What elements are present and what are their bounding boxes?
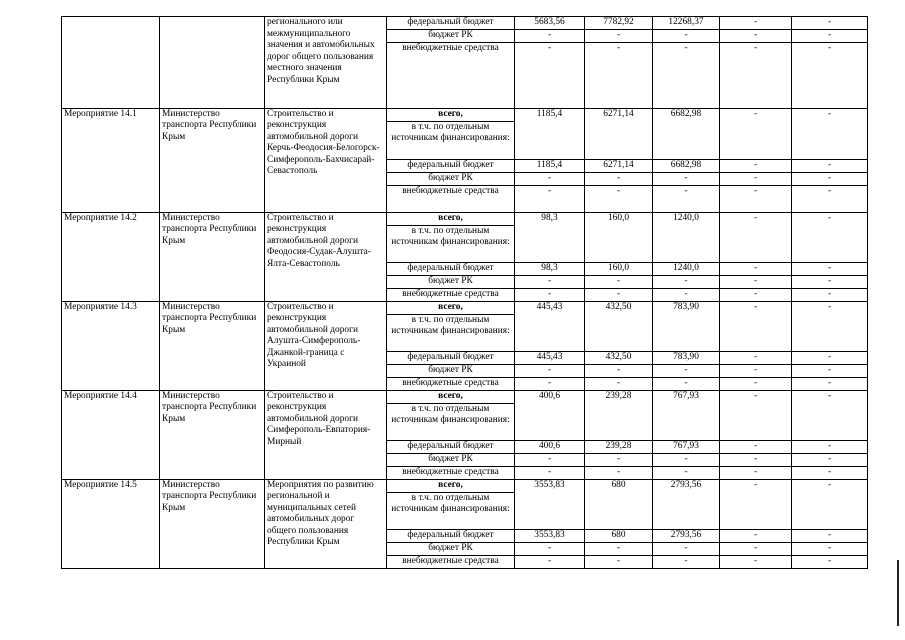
value-cell: 783,90 (653, 301, 720, 351)
measure-executor: Министерство транспорта Республики Крым (160, 108, 265, 212)
value-cell: - (792, 262, 868, 275)
measure-name-cell (62, 17, 160, 109)
measure-executor: Министерство транспорта Республики Крым (160, 479, 265, 568)
value-cell: 160,0 (585, 212, 653, 262)
value-cell: 6682,98 (653, 108, 720, 159)
measure-name: Мероприятие 14.5 (62, 479, 160, 568)
value-cell: - (792, 17, 868, 30)
value-cell: - (720, 364, 792, 377)
value-cell: - (585, 275, 653, 288)
value-cell: - (653, 453, 720, 466)
value-cell: - (792, 172, 868, 185)
value-cell: - (653, 364, 720, 377)
measure-description: Строительство и реконструкция автомобильной дороги Алушта-Симферополь-Джанкой-граница с Украиной (265, 301, 387, 390)
measure-executor: Министерство транспорта Республики Крым (160, 212, 265, 301)
value-cell: - (515, 275, 585, 288)
measure-description: Строительство и реконструкция автомобильной дороги Феодосия-Судак-Алушта-Ялта-Севастополь (265, 212, 387, 301)
value-cell: - (585, 555, 653, 568)
value-cell: - (720, 351, 792, 364)
value-cell: - (792, 440, 868, 453)
value-cell: 680 (585, 479, 653, 529)
measure-description: Мероприятия по развитию региональной и муниципальных сетей автомобильных дорог общего пользования Республики Крым (265, 479, 387, 568)
value-cell: - (720, 377, 792, 390)
value-cell: - (792, 108, 868, 159)
source-offbudget: внебюджетные средства (387, 42, 515, 108)
source-breakdown: в т.ч. по отдельным источникам финансирования: (387, 314, 515, 351)
source-offbudget: внебюджетные средства (387, 466, 515, 479)
value-cell: 1240,0 (653, 212, 720, 262)
value-cell: - (792, 301, 868, 351)
value-cell: 400,6 (515, 440, 585, 453)
value-cell: - (720, 390, 792, 440)
measure-description: Строительство и реконструкция автомобильной дороги Керчь-Феодосия-Белогорск-Симферополь-Бахчисарай-Севастополь (265, 108, 387, 212)
value-cell: - (720, 529, 792, 542)
value-cell: - (792, 377, 868, 390)
source-rk: бюджет РК (387, 542, 515, 555)
value-cell: 98,3 (515, 262, 585, 275)
value-cell: - (585, 542, 653, 555)
value-cell: 6682,98 (653, 159, 720, 172)
value-cell: - (792, 30, 868, 43)
value-cell: 2793,56 (653, 479, 720, 529)
source-total: всего, (387, 479, 515, 492)
table-row (62, 390, 868, 403)
value-cell: 767,93 (653, 390, 720, 440)
source-offbudget: внебюджетные средства (387, 185, 515, 212)
value-cell: - (515, 555, 585, 568)
value-cell: 400,6 (515, 390, 585, 440)
value-cell: - (720, 30, 792, 43)
measure-name: Мероприятие 14.2 (62, 212, 160, 301)
value-cell: 3553,83 (515, 529, 585, 542)
source-breakdown: в т.ч. по отдельным источникам финансирования: (387, 225, 515, 262)
measure-executor: Министерство транспорта Республики Крым (160, 390, 265, 479)
source-federal: федеральный бюджет (387, 262, 515, 275)
value-cell: - (653, 30, 720, 43)
value-cell: - (585, 364, 653, 377)
value-cell: 767,93 (653, 440, 720, 453)
value-cell: - (653, 172, 720, 185)
value-cell: - (792, 275, 868, 288)
value-cell: - (792, 466, 868, 479)
table-row (62, 301, 868, 314)
executor-cell (160, 17, 265, 109)
value-cell: - (515, 453, 585, 466)
value-cell: - (720, 275, 792, 288)
value-cell: - (720, 453, 792, 466)
source-offbudget: внебюджетные средства (387, 555, 515, 568)
value-cell: - (720, 479, 792, 529)
measure-name: Мероприятие 14.1 (62, 108, 160, 212)
value-cell: - (653, 288, 720, 301)
value-cell: - (515, 466, 585, 479)
source-federal: федеральный бюджет (387, 529, 515, 542)
value-cell: - (515, 542, 585, 555)
funding-table (61, 16, 868, 569)
table-row (62, 108, 868, 121)
value-cell: - (720, 440, 792, 453)
value-cell: - (515, 185, 585, 212)
value-cell: - (515, 288, 585, 301)
value-cell: - (585, 30, 653, 43)
value-cell: 160,0 (585, 262, 653, 275)
value-cell: - (792, 479, 868, 529)
value-cell: 783,90 (653, 351, 720, 364)
value-cell: - (792, 555, 868, 568)
value-cell: 6271,14 (585, 159, 653, 172)
value-cell: - (720, 542, 792, 555)
value-cell: 98,3 (515, 212, 585, 262)
value-cell: - (585, 172, 653, 185)
source-total: всего, (387, 108, 515, 121)
value-cell: - (720, 555, 792, 568)
value-cell: - (720, 185, 792, 212)
measure-executor: Министерство транспорта Республики Крым (160, 301, 265, 390)
value-cell: - (720, 42, 792, 108)
value-cell: - (585, 42, 653, 108)
value-cell: 680 (585, 529, 653, 542)
source-rk: бюджет РК (387, 30, 515, 43)
value-cell: - (515, 30, 585, 43)
source-rk: бюджет РК (387, 453, 515, 466)
source-federal: федеральный бюджет (387, 17, 515, 30)
table-row (62, 479, 868, 492)
value-cell: - (653, 555, 720, 568)
source-total: всего, (387, 390, 515, 403)
source-breakdown: в т.ч. по отдельным источникам финансирования: (387, 492, 515, 529)
value-cell: - (792, 364, 868, 377)
source-rk: бюджет РК (387, 364, 515, 377)
value-cell: - (653, 542, 720, 555)
value-cell: - (653, 42, 720, 108)
measure-description: регионального или межмуниципального значения и автомобильных дорог общего пользования местного значения Республики Крым (265, 17, 387, 109)
value-cell: - (720, 159, 792, 172)
value-cell: - (792, 159, 868, 172)
value-cell: - (792, 185, 868, 212)
value-cell: - (792, 42, 868, 108)
value-cell: 432,50 (585, 351, 653, 364)
value-cell: 2793,56 (653, 529, 720, 542)
value-cell: 1240,0 (653, 262, 720, 275)
measure-name: Мероприятие 14.4 (62, 390, 160, 479)
value-cell: - (720, 288, 792, 301)
source-federal: федеральный бюджет (387, 440, 515, 453)
value-cell: - (792, 351, 868, 364)
scan-edge-line (897, 560, 899, 626)
value-cell: - (515, 42, 585, 108)
value-cell: - (792, 288, 868, 301)
source-federal: федеральный бюджет (387, 351, 515, 364)
source-total: всего, (387, 301, 515, 314)
value-cell: - (792, 529, 868, 542)
value-cell: 239,28 (585, 440, 653, 453)
value-cell: - (720, 17, 792, 30)
value-cell: - (585, 185, 653, 212)
value-cell: 6271,14 (585, 108, 653, 159)
value-cell: - (515, 364, 585, 377)
measure-description: Строительство и реконструкция автомобильной дороги Симферополь-Евпатория-Мирный (265, 390, 387, 479)
value-cell: - (792, 453, 868, 466)
value-cell: 7782,92 (585, 17, 653, 30)
value-cell: - (653, 377, 720, 390)
value-cell: 1185,4 (515, 159, 585, 172)
value-cell: - (653, 275, 720, 288)
source-federal: федеральный бюджет (387, 159, 515, 172)
value-cell: - (720, 172, 792, 185)
value-cell: - (585, 377, 653, 390)
source-offbudget: внебюджетные средства (387, 377, 515, 390)
value-cell: - (515, 172, 585, 185)
value-cell: - (720, 466, 792, 479)
value-cell: - (653, 466, 720, 479)
source-rk: бюджет РК (387, 172, 515, 185)
value-cell: 5683,56 (515, 17, 585, 30)
value-cell: - (720, 262, 792, 275)
value-cell: - (720, 301, 792, 351)
value-cell: - (792, 390, 868, 440)
measure-name: Мероприятие 14.3 (62, 301, 160, 390)
source-breakdown: в т.ч. по отдельным источникам финансирования: (387, 121, 515, 159)
source-rk: бюджет РК (387, 275, 515, 288)
value-cell: 239,28 (585, 390, 653, 440)
value-cell: 1185,4 (515, 108, 585, 159)
source-total: всего, (387, 212, 515, 225)
source-offbudget: внебюджетные средства (387, 288, 515, 301)
value-cell: - (585, 288, 653, 301)
value-cell: - (653, 185, 720, 212)
table-row (62, 17, 868, 30)
value-cell: 3553,83 (515, 479, 585, 529)
value-cell: - (792, 212, 868, 262)
value-cell: - (792, 542, 868, 555)
value-cell: - (585, 466, 653, 479)
value-cell: - (720, 108, 792, 159)
value-cell: - (720, 212, 792, 262)
value-cell: 445,43 (515, 351, 585, 364)
value-cell: 445,43 (515, 301, 585, 351)
value-cell: - (585, 453, 653, 466)
value-cell: - (515, 377, 585, 390)
table-row (62, 212, 868, 225)
value-cell: 432,50 (585, 301, 653, 351)
value-cell: 12268,37 (653, 17, 720, 30)
source-breakdown: в т.ч. по отдельным источникам финансирования: (387, 403, 515, 440)
